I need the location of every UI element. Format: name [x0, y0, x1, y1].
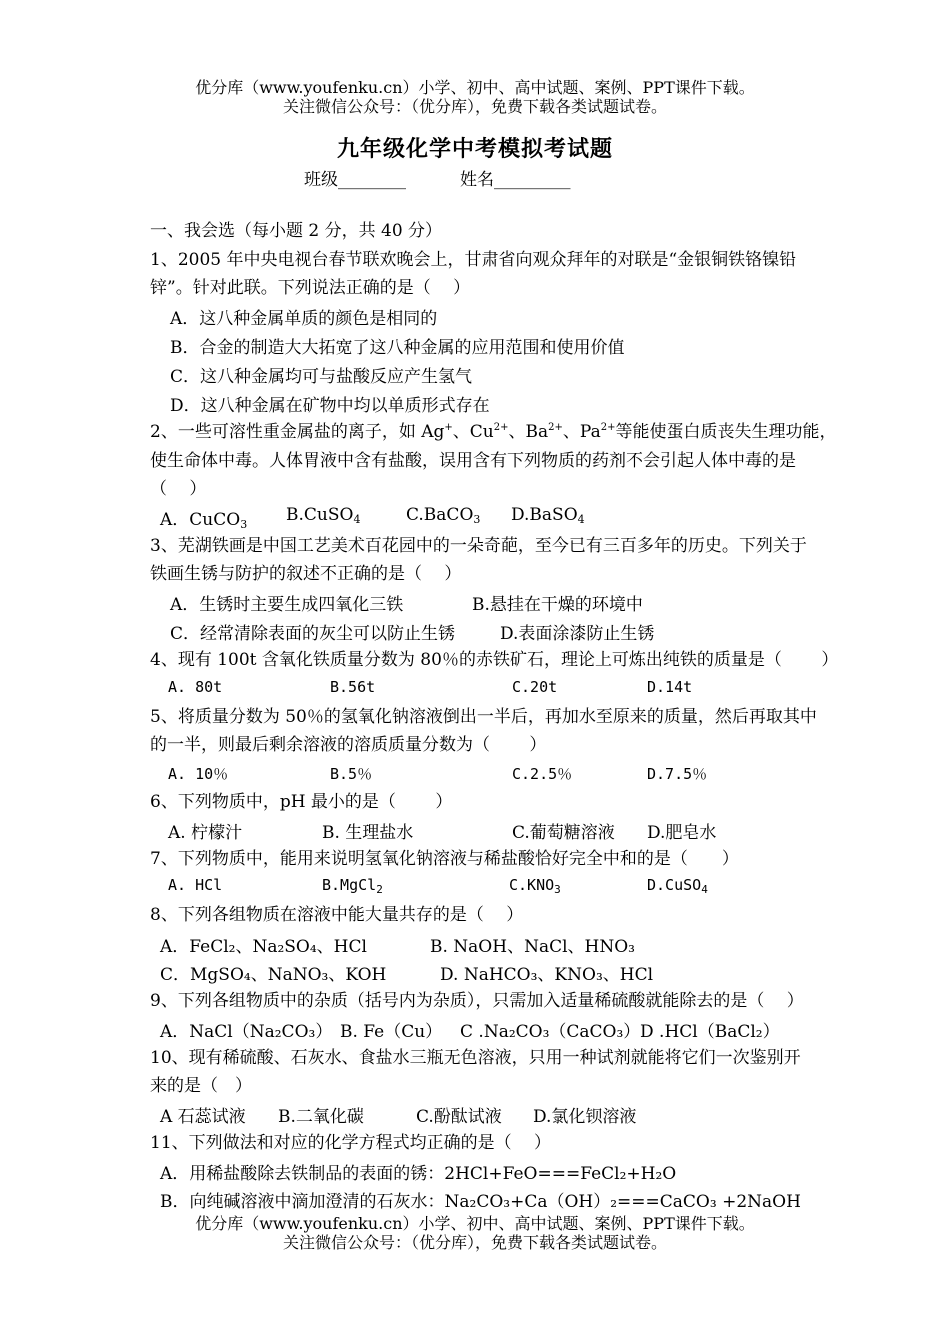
footer-line-2: 关注微信公众号：（优分库），免费下载各类试题试卷。 — [282, 1233, 667, 1252]
question-3-stem: 3、芜湖铁画是中国工艺美术百花园中的一朵奇葩，至今已有三百多年的历史。下列关于 — [150, 536, 807, 556]
question-7-stem: 7、下列物质中，能用来说明氢氧化钠溶液与稀盐酸恰好完全中和的是（ ） — [150, 849, 739, 869]
question-5-stem-cont: 的一半，则最后剩余溶液的溶质质量分数为（ ） — [150, 735, 547, 755]
section-heading: 一、我会选（每小题 2 分，共 40 分） — [150, 221, 443, 241]
question-8-stem: 8、下列各组物质在溶液中能大量共存的是（ ） — [150, 905, 524, 925]
q6-option-a: A. 柠檬汁 — [168, 823, 243, 843]
q3-option-c: C．经常清除表面的灰尘可以防止生锈 — [170, 624, 456, 644]
q7-option-c: $C.KNO_3$ — [509, 876, 561, 896]
question-1-stem-cont: 锌”。针对此联。下列说法正确的是（ ） — [150, 278, 471, 298]
q8-option-d: D. NaHCO₃、KNO₃、HCl — [440, 965, 654, 985]
page-title: 九年级化学中考模拟考试题 — [336, 136, 613, 162]
q9-option-b: B. Fe（Cu） — [340, 1022, 443, 1042]
q5-option-d: D.7.5％ — [647, 765, 708, 783]
q8-option-a: A．FeCl₂、Na₂SO₄、HCl — [160, 937, 367, 957]
q4-option-b: B.56t — [330, 678, 376, 696]
question-3-stem-cont: 铁画生锈与防护的叙述不正确的是（ ） — [150, 564, 462, 584]
q3-option-a: A．生锈时主要生成四氧化三铁 — [170, 595, 404, 615]
q6-option-c: C.葡萄糖溶液 — [512, 823, 615, 843]
q8-option-b: B. NaOH、NaCl、HNO₃ — [430, 937, 635, 957]
q11-option-b: B．向纯碱溶液中滴加澄清的石灰水：Na₂CO₃+Ca（OH）₂===CaCO₃ +2NaOH — [160, 1192, 801, 1212]
q4-option-a: A. 80t — [168, 678, 223, 696]
question-6-stem: 6、下列物质中，pH 最小的是（ ） — [150, 792, 453, 812]
class-field: 班级________ — [304, 170, 406, 190]
header-line-2: 关注微信公众号：（优分库），免费下载各类试题试卷。 — [282, 97, 667, 116]
question-1-stem: 1、2005 年中央电视台春节联欢晚会上，甘肃省向观众拜年的对联是“金银铜铁铬镍铅 — [150, 250, 797, 270]
q2-option-c: C.BaCO$_3$ — [406, 505, 481, 526]
q1-option-b: B．合金的制造大大拓宽了这八种金属的应用范围和使用价值 — [170, 338, 625, 358]
q6-option-b: B. 生理盐水 — [322, 823, 414, 843]
name-field: 姓名_________ — [460, 170, 571, 190]
q5-option-c: C.2.5％ — [512, 765, 573, 783]
question-4-stem: 4、现有 100t 含氧化铁质量分数为 80％的赤铁矿石，理论上可炼出纯铁的质量是（ ） — [150, 650, 839, 670]
q4-option-d: D.14t — [647, 678, 693, 696]
footer-line-1: 优分库（www.youfenku.cn）小学、初中、高中试题、案例、PPT课件下载。 — [195, 1214, 755, 1233]
q11-option-a: A．用稀盐酸除去铁制品的表面的锈：2HCl+FeO===FeCl₂+H₂O — [160, 1164, 677, 1184]
q2-option-b: B.CuSO$_4$ — [286, 505, 361, 526]
q10-option-b: B.二氧化碳 — [278, 1107, 364, 1127]
q2-option-d: D.BaSO$_4$ — [511, 505, 585, 526]
q6-option-d: D.肥皂水 — [647, 823, 717, 843]
q10-option-a: A 石蕊试液 — [160, 1107, 246, 1127]
q9-option-d: D .HCl（BaCl₂） — [640, 1022, 780, 1042]
question-11-stem: 11、下列做法和对应的化学方程式均正确的是（ ） — [150, 1133, 552, 1153]
question-2-stem-blank: （ ） — [150, 479, 207, 499]
q9-option-a: A．NaCl（Na₂CO₃） — [160, 1022, 333, 1042]
q5-option-b: B.5％ — [330, 765, 373, 783]
question-2-stem-cont: 使生命体中毒。人体胃液中含有盐酸，误用含有下列物质的药剂不会引起人体中毒的是 — [150, 451, 796, 471]
q5-option-a: A. 10％ — [168, 765, 229, 783]
question-10-stem: 10、现有稀硫酸、石灰水、食盐水三瓶无色溶液，只用一种试剂就能将它们一次鉴别开 — [150, 1048, 801, 1068]
question-5-stem: 5、将质量分数为 50％的氢氧化钠溶液倒出一半后，再加水至原来的质量，然后再取其中 — [150, 707, 817, 727]
q7-option-b: B.MgCl$_2$ — [322, 876, 383, 896]
question-10-stem-cont: 来的是（ ） — [150, 1076, 252, 1096]
q10-option-d: D.氯化钡溶液 — [533, 1107, 637, 1127]
question-2-stem: 2、一些可溶性重金属盐的离子，如 Ag+、$Cu^{2+}$、$Ba^{2+}$、$Pa^{2+}$等能使蛋白质丧失生理功能， — [150, 422, 837, 442]
q7-option-a: A. HCl — [168, 876, 223, 894]
q1-option-a: A．这八种金属单质的颜色是相同的 — [170, 309, 438, 329]
q3-option-d: D.表面涂漆防止生锈 — [500, 624, 655, 644]
q10-option-c: C.酚酞试液 — [416, 1107, 502, 1127]
question-9-stem: 9、下列各组物质中的杂质（括号内为杂质），只需加入适量稀硫酸就能除去的是（ ） — [150, 991, 804, 1011]
q1-option-d: D．这八种金属在矿物中均以单质形式存在 — [170, 396, 490, 416]
q3-option-b: B.悬挂在干燥的环境中 — [472, 595, 643, 615]
q4-option-c: C.20t — [512, 678, 558, 696]
q8-option-c: C．MgSO₄、NaNO₃、KOH — [160, 965, 387, 985]
header-line-1: 优分库（www.youfenku.cn）小学、初中、高中试题、案例、PPT课件下载。 — [195, 78, 755, 97]
q9-option-c: C .Na₂CO₃（CaCO₃） — [460, 1022, 641, 1042]
q2-option-a: A．CuCO$_3$ — [160, 510, 248, 531]
q1-option-c: C．这八种金属均可与盐酸反应产生氢气 — [170, 367, 473, 387]
q7-option-d: D.CuSO$_4$ — [647, 876, 708, 896]
